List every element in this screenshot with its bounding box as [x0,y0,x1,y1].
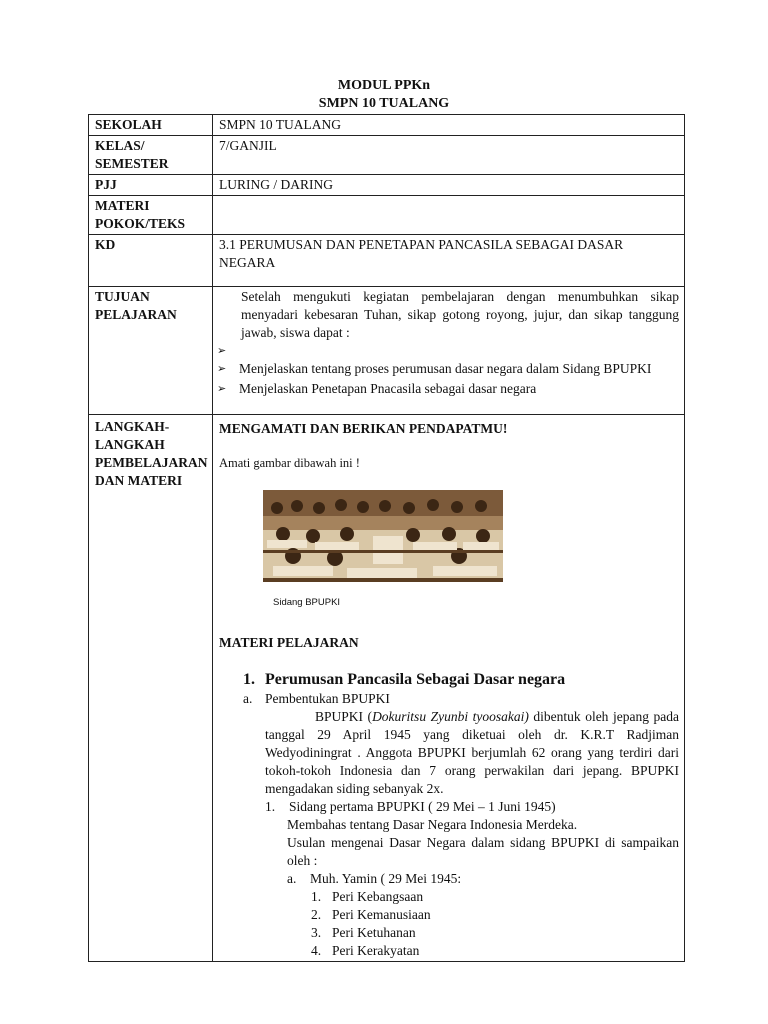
bpupki-paragraph: BPUPKI (Dokuritsu Zyunbi tyoosakai) dibentuk oleh jepang pada tanggal 29 April 1945 yang diketuai oleh dr. K.R.T Radjiman Wedyodiningrat . Anggota BPUPKI berjumlah 62 orang yang terdiri dari tokoh-tokoh Indonesia dan 7 orang perwakilan dari jepang. BPUPKI mengadakan siding sebanyak 2x. [265,709,679,796]
row-kelas [89,136,685,175]
tujuan-intro: Setelah mengukuti kegiatan pembelajaran dengan menumbuhkan sikap menyadari kebesaran Tuhan, sikap gotong royong, jujur, dan sikap tanggung jawab, siswa dapat : [241,289,679,340]
value-pjj: LURING / DARING [213,175,685,196]
sub-heading: a. Pembentukan BPUPKI [243,691,390,706]
value-tujuan [213,287,685,415]
school-subtitle: SMPN 10 TUALANG [318,96,450,111]
row-materi-pokok [89,196,685,235]
row-kd [89,235,685,287]
sidang-topic: Membahas tentang Dasar Negara Indonesia Merdeka. [287,817,578,832]
sidang-bpupki-photo [263,490,503,582]
list-item: a. Muh. Yamin ( 29 Mei 1945: [287,871,462,886]
label-kd: KD [89,235,213,287]
arrow-bullet-icon: ➢ [217,345,227,357]
list-item: 1. Sidang pertama BPUPKI ( 29 Mei – 1 Juni 1945) [265,799,556,814]
value-sekolah: SMPN 10 TUALANG [213,115,685,136]
list-item: 3. Peri Ketuhanan [311,925,416,940]
list-item: ➢ Menjelaskan Penetapan Pnacasila sebagai dasar negara [217,381,537,396]
list-item: 1. Peri Kebangsaan [311,889,424,904]
row-langkah [89,415,685,962]
label-pjj: PJJ [89,175,213,196]
list-item: ➢ Menjelaskan tentang proses perumusan dasar negara dalam Sidang BPUPKI [217,361,652,376]
activity-heading: MENGAMATI DAN BERIKAN PENDAPATMU! [219,421,508,436]
row-sekolah [89,115,685,136]
value-materi-pokok [213,196,685,235]
materi-heading: MATERI PELAJARAN [219,635,359,650]
arrow-bullet-icon: ➢ [217,363,227,375]
sidang-usulan: Usulan mengenai Dasar Negara dalam sidang BPUPKI di sampaikan oleh : [287,835,679,868]
list-item: 4. Peri Kerakyatan [311,943,420,958]
instruction-text: Amati gambar dibawah ini ! [219,456,360,470]
modul-table [88,114,685,962]
label-materi-pokok: MATERI POKOK/TEKS [89,196,213,235]
label-sekolah: SEKOLAH [89,115,213,136]
photo-caption: Sidang BPUPKI [273,597,341,608]
label-kelas: KELAS/ SEMESTER [89,136,213,175]
row-tujuan [89,287,685,415]
document-title: MODUL PPKn [337,78,431,93]
label-langkah: LANGKAH-LANGKAH PEMBELAJARAN DAN MATERI [89,415,213,962]
list-item [215,342,679,360]
arrow-bullet-icon: ➢ [217,383,227,395]
section-heading: 1. Perumusan Pancasila Sebagai Dasar negara [243,671,566,688]
list-item: 2. Peri Kemanusiaan [311,907,431,922]
tujuan-list [215,342,679,398]
value-kd: 3.1 PERUMUSAN DAN PENETAPAN PANCASILA SEBAGAI DASAR NEGARA [213,235,685,287]
row-pjj [89,175,685,196]
value-kelas: 7/GANJIL [213,136,685,175]
value-langkah [213,415,685,962]
label-tujuan: TUJUAN PELAJARAN [89,287,213,415]
